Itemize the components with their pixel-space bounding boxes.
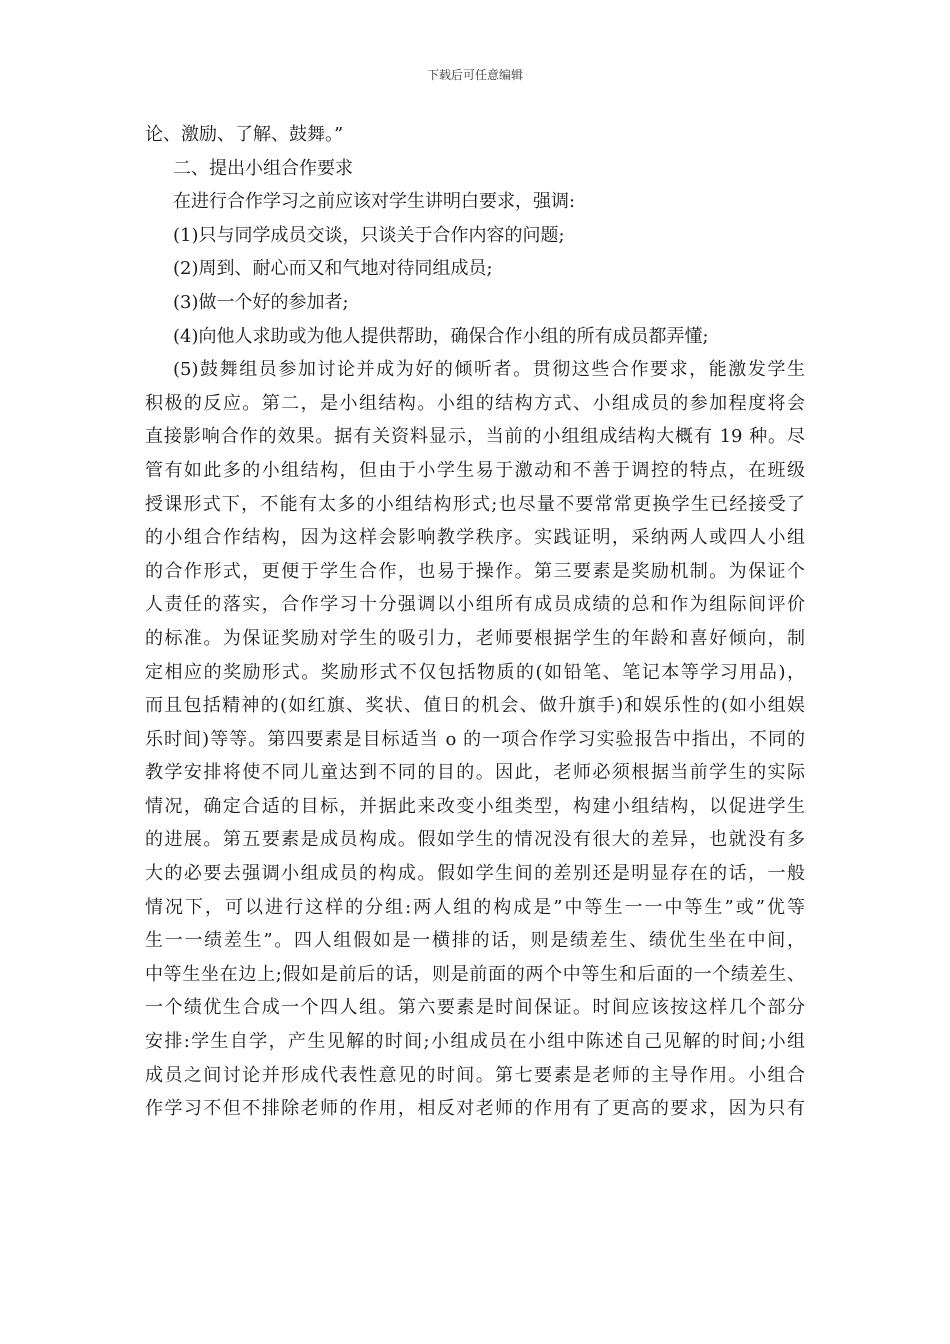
text-line: 授课形式下，不能有太多的小组结构形式;也尽量不要常常更换学生已经接受了 <box>145 493 805 515</box>
text-line: 二、提出小组合作要求 <box>173 157 353 179</box>
text-line: 乐时间)等等。第四要素是目标适当 o 的一项合作学习实验报告中指出，不同的 <box>145 728 805 750</box>
text-line: 情况下，可以进行这样的分组:两人组的构成是”中等生一一中等生”或”优等 <box>145 896 805 918</box>
text-line: 的进展。第五要素是成员构成。假如学生的情况没有很大的差异，也就没有多 <box>145 829 805 851</box>
text-line: 大的必要去强调小组成员的构成。假如学生间的差别还是明显存在的话，一般 <box>145 863 805 885</box>
text-line: 的合作形式，更便于学生合作，也易于操作。第三要素是奖励机制。为保证个 <box>145 560 805 582</box>
text-line: (4)向他人求助或为他人提供帮助，确保合作小组的所有成员都弄懂; <box>173 325 709 347</box>
text-line: 作学习不但不排除老师的作用，相反对老师的作用有了更高的要求，因为只有 <box>145 1098 805 1120</box>
text-line: 中等生坐在边上;假如是前后的话，则是前面的两个中等生和后面的一个绩差生、 <box>145 963 805 985</box>
text-line: 一个绩优生合成一个四人组。第六要素是时间保证。时间应该按这样几个部分 <box>145 997 805 1019</box>
text-line: 安排:学生自学，产生见解的时间;小组成员在小组中陈述自己见解的时间;小组 <box>145 1031 805 1053</box>
text-line: 定相应的奖励形式。奖励形式不仅包括物质的(如铅笔、笔记本等学习用品)， <box>145 661 805 683</box>
body-text <box>145 118 805 1126</box>
text-line: 的小组合作结构，因为这样会影响教学秩序。实践证明，采纳两人或四人小组 <box>145 527 805 549</box>
page-header: 下载后可任意编辑 <box>426 68 523 82</box>
text-line: 在进行合作学习之前应该对学生讲明白要求，强调: <box>173 191 576 213</box>
text-line: 论、激励、了解、鼓舞。” <box>145 124 344 145</box>
text-line: 成员之间讨论并形成代表性意见的时间。第七要素是老师的主导作用。小组合 <box>145 1064 805 1086</box>
text-line: 生一一绩差生”。四人组假如是一横排的话，则是绩差生、绩优生坐在中间， <box>145 930 805 952</box>
text-line: 而且包括精神的(如红旗、奖状、值日的机会、做升旗手)和娱乐性的(如小组娱 <box>145 695 805 717</box>
text-line: (3)做一个好的参加者; <box>173 291 349 313</box>
text-line: 管有如此多的小组结构，但由于小学生易于激动和不善于调控的特点，在班级 <box>145 459 805 481</box>
text-line: 教学安排将使不同儿童达到不同的目的。因此，老师必须根据当前学生的实际 <box>145 762 805 784</box>
text-line: 情况，确定合适的目标，并据此来改变小组类型，构建小组结构，以促进学生 <box>145 795 805 817</box>
text-line: 的标准。为保证奖励对学生的吸引力，老师要根据学生的年龄和喜好倾向，制 <box>145 627 805 649</box>
text-line: 人责任的落实，合作学习十分强调以小组所有成员成绩的总和作为组际间评价 <box>145 594 805 616</box>
text-line: 积极的反应。第二，是小组结构。小组的结构方式、小组成员的参加程度将会 <box>145 392 805 414</box>
text-line: 直接影响合作的效果。据有关资料显示，当前的小组组成结构大概有 19 种。尽 <box>145 426 805 448</box>
text-line: (1)只与同学成员交谈，只谈关于合作内容的问题; <box>173 224 565 246</box>
text-line: (5)鼓舞组员参加讨论并成为好的倾听者。贯彻这些合作要求，能激发学生 <box>173 359 805 381</box>
text-line: (2)周到、耐心而又和气地对待同组成员; <box>173 258 493 280</box>
